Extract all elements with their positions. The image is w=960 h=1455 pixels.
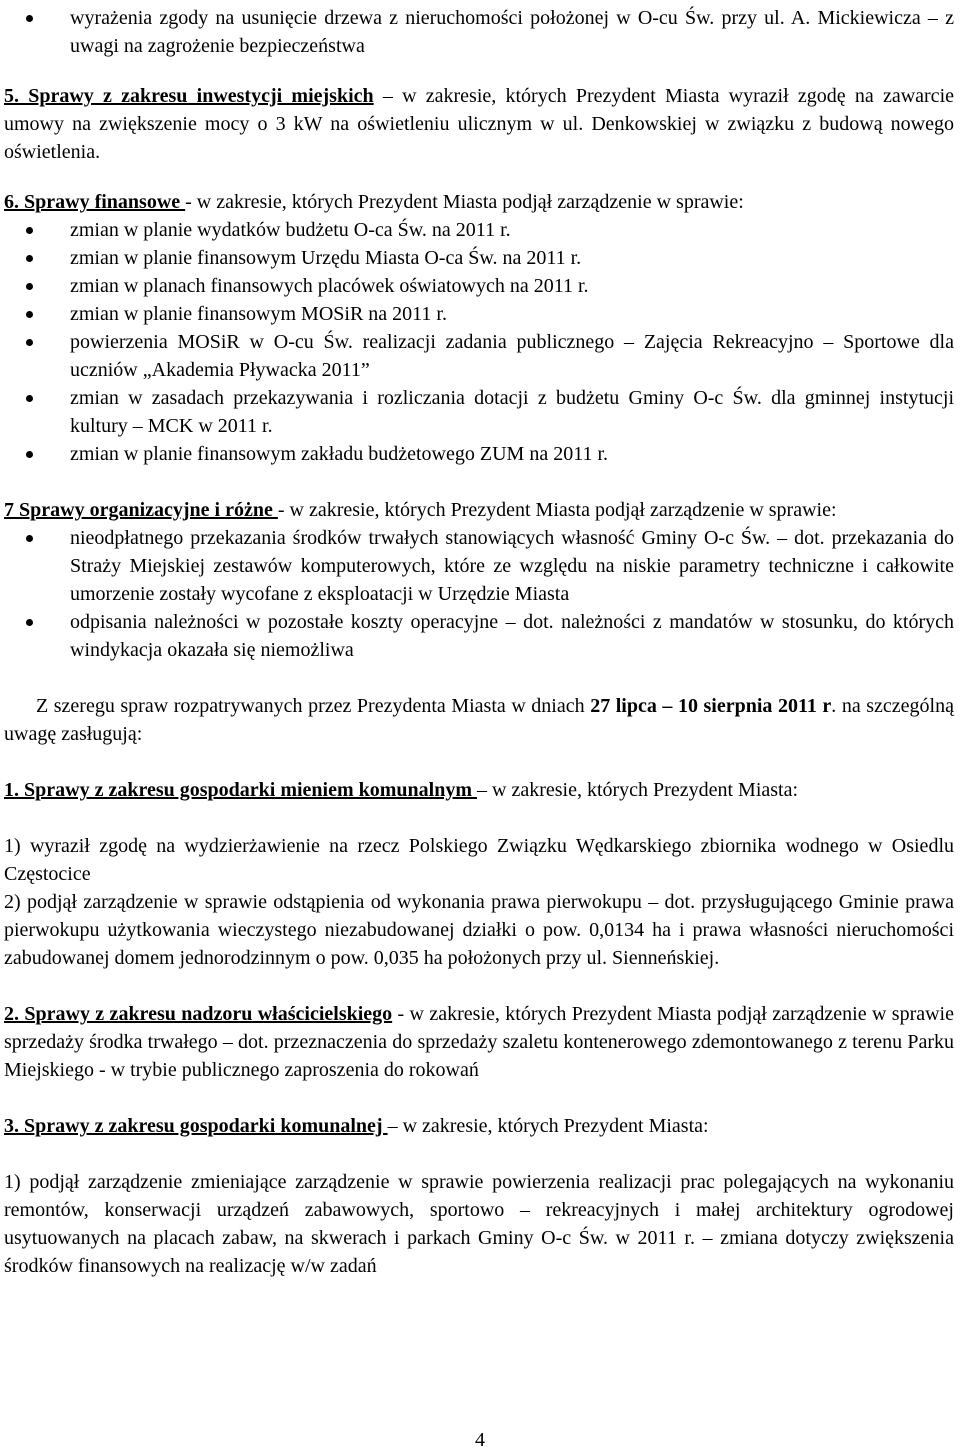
top-bullet-list (4, 4, 954, 60)
list-item: zmian w planach finansowych placówek oświatowych na 2011 r. (70, 272, 954, 300)
section-6 (4, 188, 954, 216)
part-2-text: - w zakresie, których Prezydent Miasta podjął zarządzenie w sprawie sprzedaży środka trwałego – dot. przeznaczenia do sprzedaży szaletu kontenerowego zdemontowanego z terenu Parku Miejskiego - w trybie publicznego zaproszenia do rokowań (4, 1003, 954, 1081)
section-5-heading: 5. Sprawy z zakresu inwestycji miejskich (4, 85, 374, 107)
list-item: zmian w planie wydatków budżetu O-ca Św. na 2011 r. (70, 216, 954, 244)
page-number: 4 (475, 1429, 485, 1451)
section-7-list (4, 524, 954, 664)
section-6-text: - w zakresie, których Prezydent Miasta podjął zarządzenie w sprawie: (185, 191, 744, 213)
summary-paragraph (4, 692, 954, 748)
part-2-heading: 2. Sprawy z zakresu nadzoru właścicielskiego (4, 1003, 393, 1025)
list-item: zmian w planie finansowym MOSiR na 2011 r. (70, 300, 954, 328)
section-5 (4, 82, 954, 166)
part-1-point-1: 1) wyraził zgodę na wydzierżawienie na rzecz Polskiego Związku Wędkarskiego zbiornika wodnego w Osiedlu Częstocice (4, 835, 954, 885)
list-item: zmian w planie finansowym Urzędu Miasta O-ca Św. na 2011 r. (70, 244, 954, 272)
list-item: nieodpłatnego przekazania środków trwałych stanowiących własność Gminy O-c Św. – dot. przekazania do Straży Miejskiej zestawów komputerowych, które ze względu na niskie parametry techniczne i całkowite umorzenie zostały wycofane z eksploatacji w Urzędzie Miasta (70, 524, 954, 608)
list-item: zmian w planie finansowym zakładu budżetowego ZUM na 2011 r. (70, 440, 954, 468)
part-1-text: – w zakresie, których Prezydent Miasta: (477, 779, 799, 801)
list-item: zmian w zasadach przekazywania i rozliczania dotacji z budżetu Gminy O-c Św. dla gminnej instytucji kultury – MCK w 2011 r. (70, 384, 954, 440)
summary-dates: 27 lipca – 10 sierpnia 2011 r (590, 695, 832, 717)
part-2 (4, 1000, 954, 1084)
part-1 (4, 776, 954, 804)
part-3-heading: 3. Sprawy z zakresu gospodarki komunalnej (4, 1115, 388, 1137)
part-3 (4, 1112, 954, 1140)
part-1-point-2: 2) podjął zarządzenie w sprawie odstąpienia od wykonania prawa pierwokupu – dot. przysługującego Gminie prawa pierwokupu użytkowania wieczystego niezabudowanej działki o pow. 0,0134 ha i prawa własności nieruchomości zabudowanej domem jednorodzinnym o pow. 0,035 ha położonych przy ul. Sienneńskiej. (4, 891, 954, 969)
part-3-text: – w zakresie, których Prezydent Miasta: (387, 1115, 709, 1137)
section-7-text: - w zakresie, których Prezydent Miasta podjął zarządzenie w sprawie: (277, 499, 837, 521)
part-1-heading: 1. Sprawy z zakresu gospodarki mieniem komunalnym (4, 779, 478, 801)
section-5-text: – w zakresie, których Prezydent Miasta wyraził zgodę na zawarcie umowy na zwiększenie mocy o 3 kW na oświetleniu ulicznym w ul. Denkowskiej w związku z budową nowego oświetlenia. (4, 85, 954, 163)
section-7-heading: 7 Sprawy organizacyjne i różne (4, 499, 278, 521)
section-6-list (4, 216, 954, 468)
summary-suffix: . na szczególną uwagę zasługują: (4, 695, 954, 745)
section-6-heading: 6. Sprawy finansowe (4, 191, 186, 213)
summary-prefix: Z szeregu spraw rozpatrywanych przez Prezydenta Miasta w dniach (36, 695, 591, 717)
list-item: powierzenia MOSiR w O-cu Św. realizacji zadania publicznego – Zajęcia Rekreacyjno – Sportowe dla uczniów „Akademia Pływacka 2011” (70, 328, 954, 384)
list-item: wyrażenia zgody na usunięcie drzewa z nieruchomości położonej w O-cu Św. przy ul. A. Mickiewicza – z uwagi na zagrożenie bezpieczeństwa (70, 4, 954, 60)
list-item: odpisania należności w pozostałe koszty operacyjne – dot. należności z mandatów w stosunku, do których windykacja okazała się niemożliwa (70, 608, 954, 664)
section-7 (4, 496, 954, 524)
part-3-point-1: 1) podjął zarządzenie zmieniające zarządzenie w sprawie powierzenia realizacji prac polegających na wykonaniu remontów, konserwacji urządzeń zabawowych, sportowo – rekreacyjnych i małej architektury ogrodowej usytuowanych na placach zabaw, na skwerach i parkach Gminy O-c Św. w 2011 r. – zmiana dotyczy zwiększenia środków finansowych na realizację w/w zadań (4, 1171, 954, 1277)
